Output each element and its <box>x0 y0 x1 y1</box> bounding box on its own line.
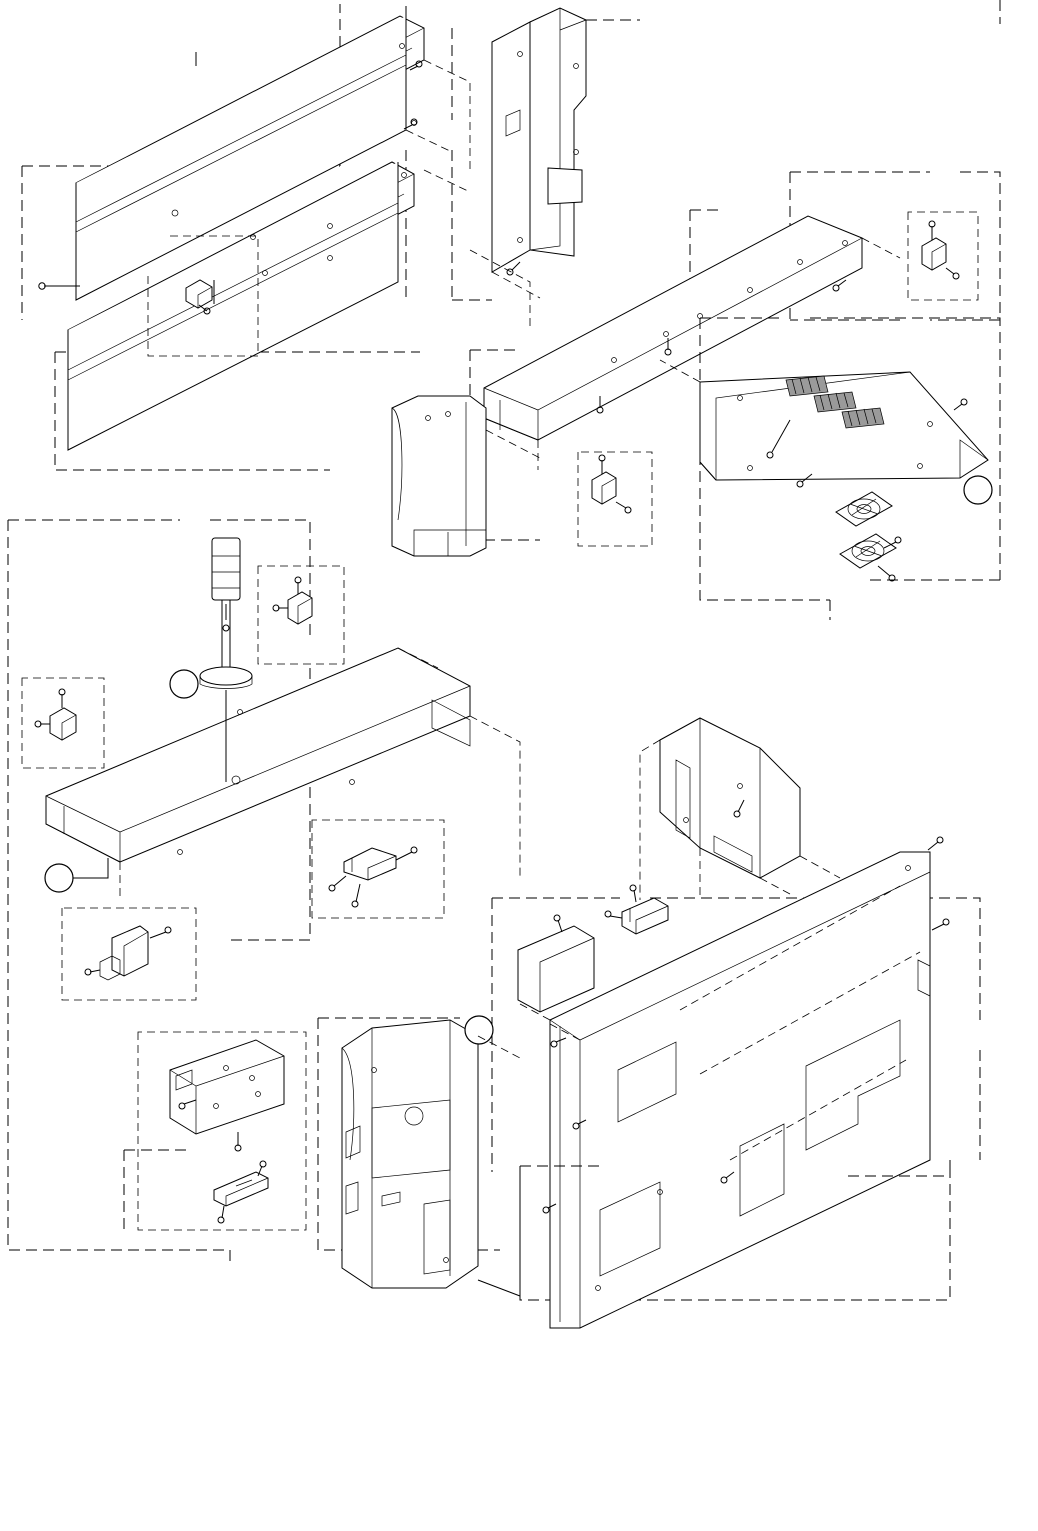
group-lower-chassis <box>342 1016 520 1296</box>
group-upper-left-panel <box>22 4 424 470</box>
vent-patch-3 <box>842 408 884 428</box>
group-center-vertical-panel <box>452 8 640 300</box>
group-vented-top-cover <box>700 318 1000 600</box>
vent-patch-1 <box>786 376 828 396</box>
balloon-marker <box>465 1016 493 1044</box>
part-curved-shroud <box>392 396 486 556</box>
vent-patch-2 <box>814 392 856 412</box>
balloon-marker <box>170 670 198 698</box>
balloon-marker <box>964 476 992 504</box>
fan-grill-upper <box>836 492 892 526</box>
fan-grill-lower <box>840 534 896 568</box>
balloon-marker <box>45 864 73 892</box>
